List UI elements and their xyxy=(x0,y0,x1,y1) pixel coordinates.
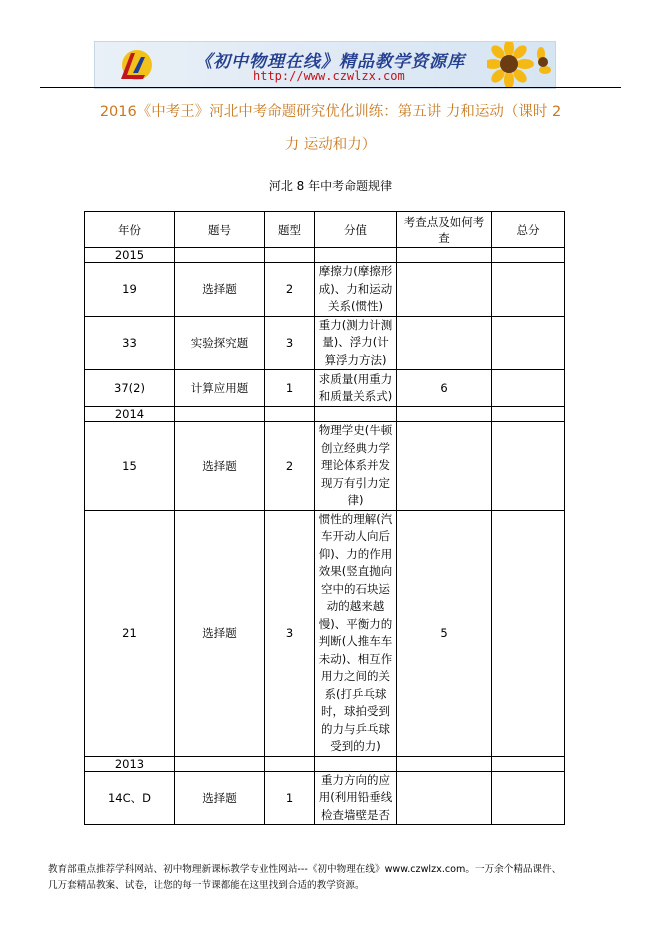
site-logo-icon xyxy=(115,45,155,85)
empty-cell xyxy=(492,422,565,511)
year-cell: 2013 xyxy=(85,756,175,771)
header-number: 题号 xyxy=(175,212,265,248)
header-banner xyxy=(94,41,556,89)
title-line-2: 力 运动和力） xyxy=(284,137,377,153)
year-cell: 2015 xyxy=(85,248,175,263)
empty-cell xyxy=(265,756,315,771)
table-row xyxy=(85,510,565,756)
question-type: 实验探究题 xyxy=(175,316,265,370)
empty-cell xyxy=(492,263,565,317)
question-type: 选择题 xyxy=(175,510,265,756)
footer-line-2: 几万套精品教案、试卷，让您的每一节课都能在这里找到合适的教学资源。 xyxy=(48,880,365,891)
table-row xyxy=(85,263,565,317)
empty-cell xyxy=(492,771,565,825)
question-number: 37(2) xyxy=(85,370,175,407)
exam-point: 摩擦力(摩擦形成)、力和运动关系(惯性) xyxy=(315,263,397,317)
empty-cell xyxy=(175,248,265,263)
table-row xyxy=(85,422,565,511)
total-score xyxy=(397,316,492,370)
exam-point: 物理学史(牛顿创立经典力学理论体系并发现万有引力定律) xyxy=(315,422,397,511)
total-score xyxy=(397,771,492,825)
empty-cell xyxy=(315,407,397,422)
question-score: 3 xyxy=(265,510,315,756)
table-row xyxy=(85,370,565,407)
empty-cell xyxy=(492,248,565,263)
table-caption: 河北 8 年中考命题规律 xyxy=(268,179,393,193)
empty-cell xyxy=(397,248,492,263)
question-type: 选择题 xyxy=(175,422,265,511)
question-type: 选择题 xyxy=(175,263,265,317)
table-header-row xyxy=(85,212,565,248)
empty-cell xyxy=(492,316,565,370)
title-line-1: 2016《中考王》河北中考命题研究优化训练：第五讲 力和运动（课时 2 xyxy=(99,104,562,120)
question-score: 3 xyxy=(265,316,315,370)
year-row xyxy=(85,248,565,263)
empty-cell xyxy=(492,370,565,407)
empty-cell xyxy=(397,407,492,422)
total-score xyxy=(397,422,492,511)
empty-cell xyxy=(315,756,397,771)
exam-pattern-table xyxy=(84,211,565,825)
header-rule xyxy=(40,87,621,88)
question-score: 1 xyxy=(265,370,315,407)
question-score: 2 xyxy=(265,422,315,511)
empty-cell xyxy=(175,407,265,422)
table-row xyxy=(85,771,565,825)
exam-point: 惯性的理解(汽车开动人向后仰)、力的作用效果(竖直抛向空中的石块运动的越来越慢)、平衡力的判断(人推车车未动)、相互作用力之间的关系(打乒乓球时，球拍受到的力与乒乓球受到的力) xyxy=(315,510,397,756)
exam-point: 求质量(用重力和质量关系式) xyxy=(315,370,397,407)
header-type: 题型 xyxy=(265,212,315,248)
total-score: 6 xyxy=(397,370,492,407)
question-number: 19 xyxy=(85,263,175,317)
exam-point: 重力方向的应用(利用铅垂线检查墙壁是否 xyxy=(315,771,397,825)
empty-cell xyxy=(492,510,565,756)
year-cell: 2014 xyxy=(85,407,175,422)
page-footer xyxy=(48,862,628,894)
total-score: 5 xyxy=(397,510,492,756)
year-row xyxy=(85,407,565,422)
question-type: 选择题 xyxy=(175,771,265,825)
question-number: 21 xyxy=(85,510,175,756)
footer-line-1: 教育部重点推荐学科网站、初中物理新课标教学专业性网站---《初中物理在线》www.czwlzx.com。一万余个精品课件、 xyxy=(48,864,562,875)
table-row xyxy=(85,316,565,370)
empty-cell xyxy=(397,756,492,771)
exam-point: 重力(测力计测量)、浮力(计算浮力方法) xyxy=(315,316,397,370)
question-score: 2 xyxy=(265,263,315,317)
empty-cell xyxy=(315,248,397,263)
year-row xyxy=(85,756,565,771)
question-score: 1 xyxy=(265,771,315,825)
header-total: 总分 xyxy=(492,212,565,248)
banner-brand-text: 《初中物理在线》精品教学资源库 xyxy=(195,52,465,72)
total-score xyxy=(397,263,492,317)
empty-cell xyxy=(265,407,315,422)
header-score: 分值 xyxy=(315,212,397,248)
question-number: 14C、D xyxy=(85,771,175,825)
banner-url[interactable]: http://www.czwlzx.com xyxy=(253,69,405,83)
question-type: 计算应用题 xyxy=(175,370,265,407)
question-number: 33 xyxy=(85,316,175,370)
question-number: 15 xyxy=(85,422,175,511)
empty-cell xyxy=(265,248,315,263)
empty-cell xyxy=(175,756,265,771)
empty-cell xyxy=(492,407,565,422)
header-year: 年份 xyxy=(85,212,175,248)
document-title xyxy=(40,96,621,162)
header-point: 考查点及如何考查 xyxy=(397,212,492,248)
sunflower-icon xyxy=(487,41,551,89)
empty-cell xyxy=(492,756,565,771)
